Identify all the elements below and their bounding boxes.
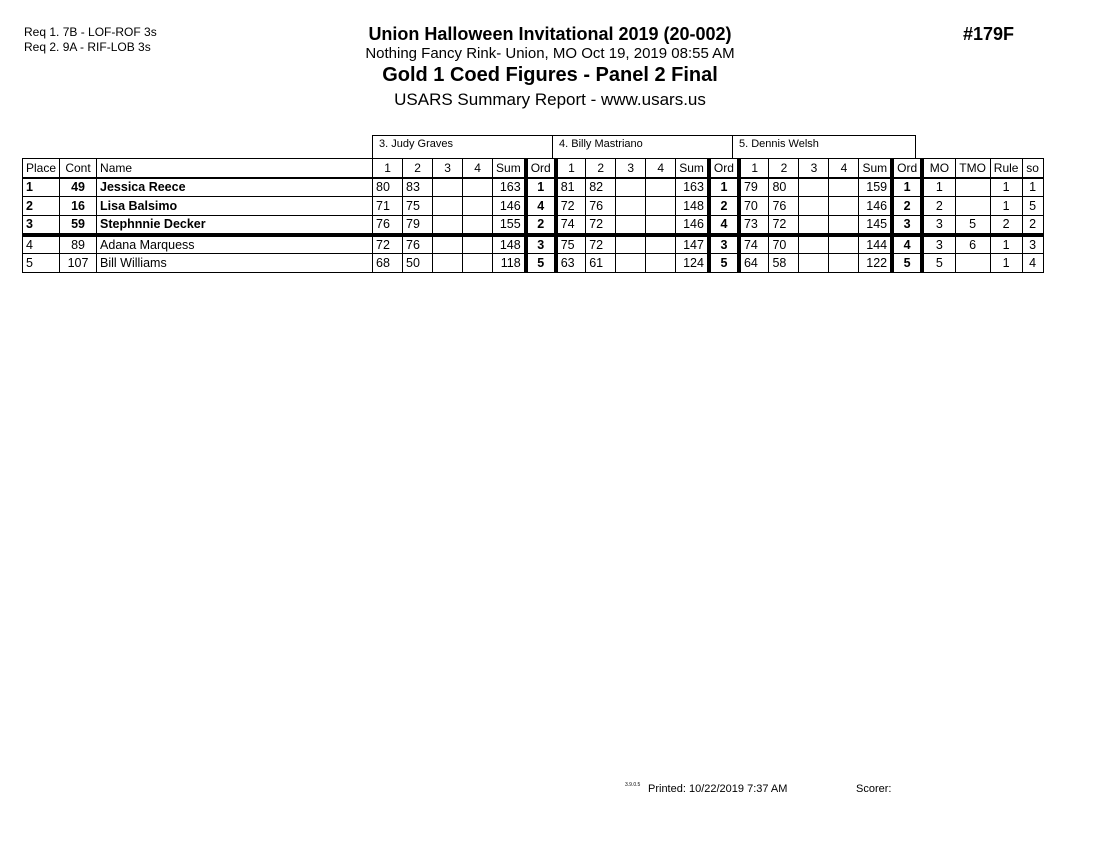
- score-cell: 63: [556, 254, 586, 273]
- score-cell: 76: [586, 197, 616, 216]
- cont-cell: 89: [60, 235, 97, 254]
- score-cell: [463, 178, 493, 197]
- table-row: [23, 235, 1044, 254]
- score-cell: 74: [739, 235, 769, 254]
- sum-cell: 144: [859, 235, 892, 254]
- place-cell: 3: [23, 216, 60, 235]
- col-j3-sum: Sum: [859, 159, 892, 178]
- score-cell: 73: [739, 216, 769, 235]
- col-j2-sum: Sum: [676, 159, 709, 178]
- table-row: [23, 216, 1044, 235]
- tmo-cell: [955, 197, 990, 216]
- score-cell: [433, 197, 463, 216]
- score-cell: 72: [373, 235, 403, 254]
- sum-cell: 146: [493, 197, 526, 216]
- tmo-cell: [955, 254, 990, 273]
- col-j2-s4: 4: [646, 159, 676, 178]
- header-row: [23, 159, 1044, 178]
- ord-cell: 3: [709, 235, 739, 254]
- score-cell: [433, 178, 463, 197]
- mo-cell: 1: [922, 178, 955, 197]
- name-cell: Bill Williams: [97, 254, 373, 273]
- score-cell: 76: [373, 216, 403, 235]
- score-cell: 82: [586, 178, 616, 197]
- ord-cell: 1: [892, 178, 922, 197]
- score-cell: [799, 178, 829, 197]
- score-cell: [799, 254, 829, 273]
- sum-cell: 146: [859, 197, 892, 216]
- score-cell: 80: [769, 178, 799, 197]
- score-cell: 79: [739, 178, 769, 197]
- col-j2-ord: Ord: [709, 159, 739, 178]
- score-cell: [433, 216, 463, 235]
- col-j2-s2: 2: [586, 159, 616, 178]
- ord-cell: 5: [892, 254, 922, 273]
- col-j3-s2: 2: [769, 159, 799, 178]
- rule-cell: 1: [990, 235, 1022, 254]
- score-cell: 70: [769, 235, 799, 254]
- col-mo: MO: [922, 159, 955, 178]
- col-j3-s4: 4: [829, 159, 859, 178]
- sum-cell: 122: [859, 254, 892, 273]
- so-cell: 2: [1022, 216, 1043, 235]
- table-row: [23, 178, 1044, 197]
- score-cell: [616, 254, 646, 273]
- col-cont: Cont: [60, 159, 97, 178]
- score-cell: 74: [556, 216, 586, 235]
- mo-cell: 5: [922, 254, 955, 273]
- ord-cell: 3: [892, 216, 922, 235]
- judge-header-2: 4. Billy Mastriano: [552, 135, 733, 159]
- score-cell: 72: [769, 216, 799, 235]
- table-row: [23, 197, 1044, 216]
- score-cell: [646, 178, 676, 197]
- name-cell: Adana Marquess: [97, 235, 373, 254]
- score-cell: [433, 235, 463, 254]
- score-cell: 72: [556, 197, 586, 216]
- ord-cell: 2: [709, 197, 739, 216]
- sum-cell: 148: [493, 235, 526, 254]
- score-cell: [463, 216, 493, 235]
- score-cell: [646, 197, 676, 216]
- score-cell: 68: [373, 254, 403, 273]
- ord-cell: 2: [892, 197, 922, 216]
- ord-cell: 5: [526, 254, 556, 273]
- col-j1-s2: 2: [403, 159, 433, 178]
- col-place: Place: [23, 159, 60, 178]
- sum-cell: 159: [859, 178, 892, 197]
- score-cell: [616, 197, 646, 216]
- sum-cell: 147: [676, 235, 709, 254]
- score-cell: 61: [586, 254, 616, 273]
- score-cell: [463, 254, 493, 273]
- mo-cell: 2: [922, 197, 955, 216]
- score-cell: 75: [556, 235, 586, 254]
- rule-cell: 1: [990, 178, 1022, 197]
- score-cell: 50: [403, 254, 433, 273]
- col-j2-s1: 1: [556, 159, 586, 178]
- score-cell: 64: [739, 254, 769, 273]
- name-cell: Jessica Reece: [97, 178, 373, 197]
- score-cell: [433, 254, 463, 273]
- score-cell: 70: [739, 197, 769, 216]
- col-name: Name: [97, 159, 373, 178]
- ord-cell: 4: [709, 216, 739, 235]
- table-row: [23, 254, 1044, 273]
- score-cell: [829, 254, 859, 273]
- score-cell: [829, 235, 859, 254]
- judge-header-3: 5. Dennis Welsh: [732, 135, 916, 159]
- sum-cell: 155: [493, 216, 526, 235]
- event-title: Gold 1 Coed Figures - Panel 2 Final: [382, 64, 718, 86]
- col-j1-ord: Ord: [526, 159, 556, 178]
- tmo-cell: [955, 178, 990, 197]
- requirement-1: Req 1. 7B - LOF-ROF 3s: [24, 25, 157, 39]
- so-cell: 1: [1022, 178, 1043, 197]
- col-j1-s4: 4: [463, 159, 493, 178]
- score-cell: 79: [403, 216, 433, 235]
- score-cell: 71: [373, 197, 403, 216]
- score-cell: 58: [769, 254, 799, 273]
- so-cell: 4: [1022, 254, 1043, 273]
- so-cell: 5: [1022, 197, 1043, 216]
- ord-cell: 4: [526, 197, 556, 216]
- col-j1-s1: 1: [373, 159, 403, 178]
- venue-date: Nothing Fancy Rink- Union, MO Oct 19, 2019 08:55 AM: [365, 45, 735, 62]
- place-cell: 4: [23, 235, 60, 254]
- score-cell: [799, 235, 829, 254]
- sum-cell: 146: [676, 216, 709, 235]
- score-cell: 72: [586, 216, 616, 235]
- cont-cell: 107: [60, 254, 97, 273]
- rule-cell: 1: [990, 254, 1022, 273]
- judge-header-1: 3. Judy Graves: [372, 135, 553, 159]
- scorer-label: Scorer:: [856, 783, 892, 795]
- sum-cell: 163: [493, 178, 526, 197]
- place-cell: 2: [23, 197, 60, 216]
- name-cell: Stephnnie Decker: [97, 216, 373, 235]
- mo-cell: 3: [922, 235, 955, 254]
- rule-cell: 1: [990, 197, 1022, 216]
- sum-cell: 163: [676, 178, 709, 197]
- mo-cell: 3: [922, 216, 955, 235]
- sum-cell: 124: [676, 254, 709, 273]
- score-cell: [646, 235, 676, 254]
- rule-cell: 2: [990, 216, 1022, 235]
- cont-cell: 16: [60, 197, 97, 216]
- score-cell: 72: [586, 235, 616, 254]
- score-cell: 75: [403, 197, 433, 216]
- competition-title: Union Halloween Invitational 2019 (20-002): [368, 24, 732, 44]
- col-j2-s3: 3: [616, 159, 646, 178]
- score-cell: [799, 216, 829, 235]
- score-cell: [829, 197, 859, 216]
- col-j3-ord: Ord: [892, 159, 922, 178]
- tmo-cell: 5: [955, 216, 990, 235]
- place-cell: 5: [23, 254, 60, 273]
- score-cell: [616, 235, 646, 254]
- score-cell: [463, 235, 493, 254]
- score-cell: 81: [556, 178, 586, 197]
- version-label: 3.9.0.5: [625, 782, 641, 788]
- tmo-cell: 6: [955, 235, 990, 254]
- ord-cell: 2: [526, 216, 556, 235]
- ord-cell: 5: [709, 254, 739, 273]
- ord-cell: 3: [526, 235, 556, 254]
- score-cell: [829, 216, 859, 235]
- col-so: so: [1022, 159, 1043, 178]
- col-j3-s1: 1: [739, 159, 769, 178]
- sum-cell: 148: [676, 197, 709, 216]
- score-cell: 83: [403, 178, 433, 197]
- col-tmo: TMO: [955, 159, 990, 178]
- cont-cell: 59: [60, 216, 97, 235]
- ord-cell: 4: [892, 235, 922, 254]
- score-cell: [829, 178, 859, 197]
- name-cell: Lisa Balsimo: [97, 197, 373, 216]
- col-j1-sum: Sum: [493, 159, 526, 178]
- score-cell: 80: [373, 178, 403, 197]
- event-number: #179F: [963, 24, 1015, 44]
- col-j3-s3: 3: [799, 159, 829, 178]
- score-cell: [463, 197, 493, 216]
- score-cell: [616, 216, 646, 235]
- score-cell: 76: [403, 235, 433, 254]
- so-cell: 3: [1022, 235, 1043, 254]
- cont-cell: 49: [60, 178, 97, 197]
- place-cell: 1: [23, 178, 60, 197]
- col-j1-s3: 3: [433, 159, 463, 178]
- score-cell: [799, 197, 829, 216]
- ord-cell: 1: [526, 178, 556, 197]
- sum-cell: 145: [859, 216, 892, 235]
- score-cell: 76: [769, 197, 799, 216]
- score-cell: [646, 216, 676, 235]
- score-cell: [646, 254, 676, 273]
- score-cell: [616, 178, 646, 197]
- printed-timestamp: Printed: 10/22/2019 7:37 AM: [648, 783, 788, 795]
- ord-cell: 1: [709, 178, 739, 197]
- report-title: USARS Summary Report - www.usars.us: [394, 90, 706, 109]
- sum-cell: 118: [493, 254, 526, 273]
- results-table: [22, 158, 1044, 273]
- requirement-2: Req 2. 9A - RIF-LOB 3s: [24, 40, 151, 54]
- col-rule: Rule: [990, 159, 1022, 178]
